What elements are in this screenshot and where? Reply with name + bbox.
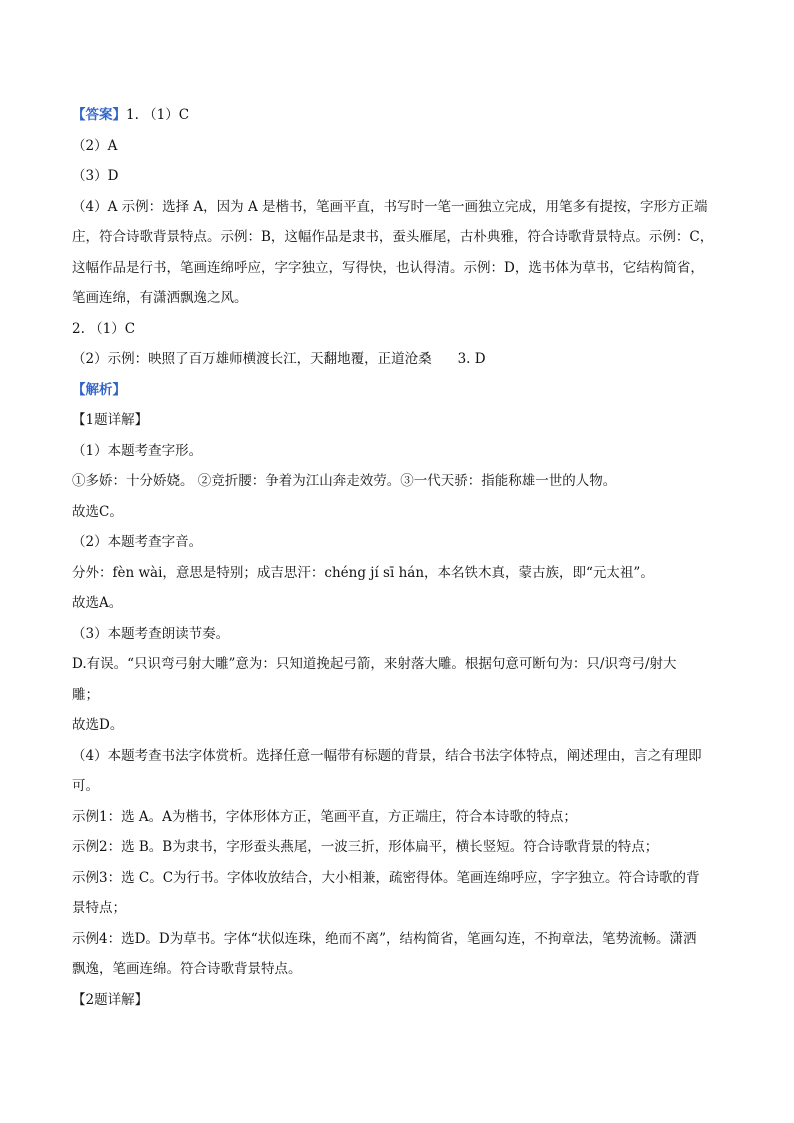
answer-line-1 bbox=[72, 100, 732, 131]
p1-title: （1）本题考查字形。 bbox=[72, 442, 203, 459]
answer-q1-4-line-2: 庄，符合诗歌背景特点。示例：B，这幅作品是隶书，蚕头雁尾，古朴典雅，符合诗歌背景特点。示例：C， bbox=[72, 229, 714, 245]
answer-q1-1: 1. （1）C bbox=[126, 107, 190, 123]
example-3-line-1: 示例3：选 C。C为行书。字体收放结合，大小相兼，疏密得体。笔画连绵呼应，字字独立。符合诗歌的背 bbox=[72, 869, 700, 886]
p2-title: （2）本题考查字音。 bbox=[72, 534, 203, 550]
answer-q2-1: 2. （1）C bbox=[72, 320, 136, 337]
answer-q2-2: （2）示例：映照了百万雄师横渡长江，天翻地覆，正道沧桑 bbox=[72, 351, 432, 367]
p3-title: （3）本题考查朗读节奏。 bbox=[72, 625, 230, 642]
example-2: 示例2：选 B。B为隶书，字形蚕头燕尾，一波三折，形体扁平，横长竖短。符合诗歌背景的特点； bbox=[72, 839, 659, 855]
p3-body-line-1: D.有误。“只识弯弓射大雕”意为：只知道挽起弓箭，来射落大雕。根据句意可断句为：只/识弯弓/射大 bbox=[72, 656, 677, 672]
document-page bbox=[72, 100, 732, 1015]
answer-q1-4-line-1: （4）A 示例：选择 A，因为 A 是楷书，笔画平直，书写时一笔一画独立完成，用笔多有提按，字形方正端 bbox=[72, 198, 708, 215]
answer-label: 【答案】 bbox=[72, 107, 126, 123]
example-1: 示例1：选 A。A为楷书，字体形体方正，笔画平直，方正端庄，符合本诗歌的特点； bbox=[72, 808, 577, 825]
p4-title-line-1: （4）本题考查书法字体赏析。选择任意一幅带有标题的背景，结合书法字体特点，阐述理由，言之有理即 bbox=[72, 747, 702, 764]
answer-q3: 3. D bbox=[457, 351, 486, 367]
example-4-line-1: 示例4：选D。D为草书。字体“状似连珠，绝而不离”，结构简省，笔画勾连，不拘章法，笔势流畅。潇洒 bbox=[72, 930, 697, 947]
answer-q1-2: （2）A bbox=[72, 137, 118, 154]
example-4-line-2: 飘逸，笔画连绵。符合诗歌背景特点。 bbox=[72, 961, 302, 977]
p1-answer: 故选C。 bbox=[72, 503, 123, 520]
answer-q1-4-line-3: 这幅作品是行书，笔画连绵呼应，字字独立，写得快，也认得清。示例：D，选书体为草书，它结构简省， bbox=[72, 259, 704, 276]
p4-title-line-2: 可。 bbox=[72, 778, 99, 794]
analysis-label: 【解析】 bbox=[72, 381, 126, 398]
section-2-title: 【2题详解】 bbox=[72, 991, 149, 1008]
p2-answer: 故选A。 bbox=[72, 595, 123, 611]
answer-q1-4-line-4: 笔画连绵，有潇洒飘逸之风。 bbox=[72, 290, 248, 306]
p3-answer: 故选D。 bbox=[72, 717, 124, 733]
answer-q1-3: （3）D bbox=[72, 168, 119, 184]
p2-body: 分外：fèn wài，意思是特别；成吉思汗：chéng jí sī hán，本名铁木真，蒙古族，即“元太祖”。 bbox=[72, 564, 654, 581]
section-1-title: 【1题详解】 bbox=[72, 412, 149, 428]
answer-q2-2-line bbox=[72, 344, 732, 375]
p3-body-line-2: 雕； bbox=[72, 686, 99, 703]
p1-body: ①多娇：十分娇娆。 ②竞折腰：争着为江山奔走效劳。③一代天骄：指能称雄一世的人物。 bbox=[72, 473, 617, 489]
example-3-line-2: 景特点； bbox=[72, 900, 126, 916]
